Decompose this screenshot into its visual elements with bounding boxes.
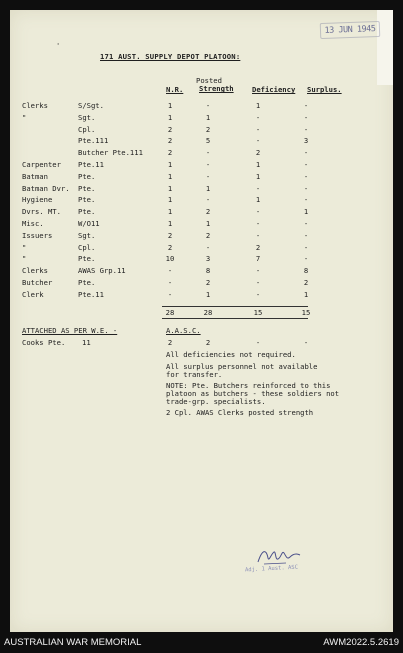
- row-rank: Sgt.: [78, 112, 96, 122]
- row-strength: -: [205, 160, 211, 169]
- row-strength: -: [205, 242, 211, 252]
- row-surplus: -: [303, 242, 309, 252]
- row-deficiency: -: [255, 183, 261, 193]
- row-trade: Misc.: [22, 219, 44, 228]
- row-nr: 2: [167, 230, 173, 240]
- note-line: All deficiencies not required.: [166, 350, 296, 359]
- row-nr: -: [167, 289, 173, 299]
- row-deficiency: -: [255, 112, 261, 122]
- total-deficiency: 15: [253, 308, 263, 317]
- row-trade: Butcher: [22, 278, 53, 287]
- row-trade: ": [22, 242, 27, 252]
- row-strength: 1: [205, 289, 211, 299]
- row-rank: Pte.: [78, 278, 96, 287]
- note-line: NOTE: Pte. Butchers reinforced to this: [166, 381, 331, 390]
- row-rank: Pte.: [78, 195, 96, 205]
- attached-heading: ATTACHED AS PER W.E. -: [22, 326, 118, 335]
- row-nr: -: [167, 266, 173, 276]
- footer-institution: AUSTRALIAN WAR MEMORIAL: [4, 637, 142, 648]
- row-rank: Sgt.: [78, 230, 96, 240]
- row-nr: 1: [167, 195, 173, 205]
- attached-unit: A.A.S.C.: [166, 326, 201, 335]
- row-strength: 1: [205, 219, 211, 228]
- row-trade: ": [22, 254, 27, 264]
- row-nr: 2: [167, 124, 173, 134]
- header-deficiency: Deficiency: [252, 85, 296, 94]
- row-deficiency: -: [255, 289, 261, 299]
- row-trade: Batman Dvr.: [22, 183, 70, 193]
- row-nr: 1: [167, 207, 173, 217]
- document-title: 171 AUST. SUPPLY DEPOT PLATOON:: [100, 52, 241, 61]
- row-strength: 3: [205, 254, 211, 264]
- row-surplus: -: [303, 124, 309, 134]
- row-rank: AWAS Grp.11: [78, 266, 126, 276]
- row-deficiency: -: [255, 136, 261, 146]
- row-deficiency: -: [255, 266, 261, 276]
- row-deficiency: 7: [255, 254, 261, 264]
- row-strength: -: [205, 101, 211, 110]
- row-rank: Pte.: [78, 183, 96, 193]
- row-strength: 2: [205, 124, 211, 134]
- note-line: for transfer.: [166, 370, 223, 379]
- row-rank: Pte.111: [78, 136, 109, 146]
- note-line: trade-grp. specialists.: [166, 397, 266, 406]
- row-deficiency: 1: [255, 195, 261, 205]
- note-line: 2 Cpl. AWAS Clerks posted strength: [166, 408, 314, 417]
- row-surplus: -: [303, 171, 309, 181]
- row-surplus: -: [303, 219, 309, 228]
- attached-trade: Cooks Pte.: [22, 338, 66, 347]
- attached-rank: 11: [82, 338, 91, 347]
- attached-surplus: -: [303, 338, 309, 347]
- header-nr: N.R.: [166, 85, 184, 94]
- total-strength: 28: [203, 308, 213, 317]
- row-surplus: -: [303, 101, 309, 110]
- signature-stamp: Adj. 1 Aust. ASC: [244, 564, 299, 574]
- row-nr: 2: [167, 148, 173, 158]
- row-trade: Clerk: [22, 289, 44, 299]
- row-trade: Carpenter: [22, 160, 61, 169]
- row-strength: 2: [205, 207, 211, 217]
- attached-deficiency: -: [255, 338, 261, 347]
- corner-mark: ': [56, 42, 61, 50]
- row-surplus: -: [303, 254, 309, 264]
- attached-strength: 2: [205, 338, 211, 347]
- row-strength: -: [205, 148, 211, 158]
- row-trade: ": [22, 112, 27, 122]
- row-surplus: 2: [303, 278, 309, 287]
- totals-rule-top: [162, 306, 308, 307]
- row-rank: W/O11: [78, 219, 100, 228]
- header-posted: Posted: [196, 76, 222, 85]
- row-deficiency: 2: [255, 148, 261, 158]
- row-nr: 1: [167, 219, 173, 228]
- row-strength: 1: [205, 183, 211, 193]
- row-surplus: -: [303, 160, 309, 169]
- row-deficiency: 1: [255, 171, 261, 181]
- row-trade: Issuers: [22, 230, 53, 240]
- date-stamp: 13 JUN 1945: [320, 21, 381, 39]
- row-rank: Pte.11: [78, 289, 104, 299]
- row-deficiency: -: [255, 230, 261, 240]
- row-deficiency: 1: [255, 101, 261, 110]
- row-surplus: 3: [303, 136, 309, 146]
- row-deficiency: -: [255, 207, 261, 217]
- row-strength: 2: [205, 278, 211, 287]
- row-nr: -: [167, 278, 173, 287]
- row-deficiency: 2: [255, 242, 261, 252]
- row-trade: Batman: [22, 171, 48, 181]
- row-trade: Hygiene: [22, 195, 53, 205]
- row-nr: 2: [167, 242, 173, 252]
- row-deficiency: -: [255, 219, 261, 228]
- row-nr: 1: [167, 101, 173, 110]
- row-rank: Butcher Pte.111: [78, 148, 143, 158]
- row-rank: Cpl.: [78, 124, 96, 134]
- row-surplus: -: [303, 183, 309, 193]
- row-strength: 1: [205, 112, 211, 122]
- row-nr: 1: [167, 171, 173, 181]
- footer-accession-number: AWM2022.5.2619: [323, 637, 399, 648]
- row-surplus: 1: [303, 207, 309, 217]
- row-deficiency: -: [255, 278, 261, 287]
- row-nr: 1: [167, 183, 173, 193]
- header-surplus: Surplus.: [307, 85, 342, 94]
- row-strength: 2: [205, 230, 211, 240]
- row-trade: Clerks: [22, 101, 48, 110]
- totals-rule-bottom: [162, 318, 308, 319]
- row-surplus: 8: [303, 266, 309, 276]
- row-rank: Pte.: [78, 254, 96, 264]
- row-surplus: 1: [303, 289, 309, 299]
- row-strength: 8: [205, 266, 211, 276]
- row-rank: Cpl.: [78, 242, 96, 252]
- row-trade: Clerks: [22, 266, 48, 276]
- row-surplus: -: [303, 195, 309, 205]
- row-rank: S/Sgt.: [78, 101, 104, 110]
- row-nr: 1: [167, 112, 173, 122]
- archive-footer: [0, 632, 403, 653]
- row-nr: 10: [165, 254, 175, 264]
- attached-nr: 2: [167, 338, 173, 347]
- row-strength: 5: [205, 136, 211, 146]
- row-rank: Pte.11: [78, 160, 104, 169]
- row-surplus: -: [303, 112, 309, 122]
- row-surplus: -: [303, 148, 309, 158]
- row-strength: -: [205, 171, 211, 181]
- row-rank: Pte.: [78, 171, 96, 181]
- note-line: platoon as butchers - these soldiers not: [166, 389, 340, 398]
- row-trade: Dvrs. MT.: [22, 207, 61, 217]
- row-deficiency: 1: [255, 160, 261, 169]
- header-strength: Strength: [199, 84, 234, 93]
- row-rank: Pte.: [78, 207, 96, 217]
- total-surplus: 15: [301, 308, 311, 317]
- row-nr: 1: [167, 160, 173, 169]
- total-nr: 28: [165, 308, 175, 317]
- row-strength: -: [205, 195, 211, 205]
- row-deficiency: -: [255, 124, 261, 134]
- row-nr: 2: [167, 136, 173, 146]
- note-line: All surplus personnel not available: [166, 362, 318, 371]
- row-surplus: -: [303, 230, 309, 240]
